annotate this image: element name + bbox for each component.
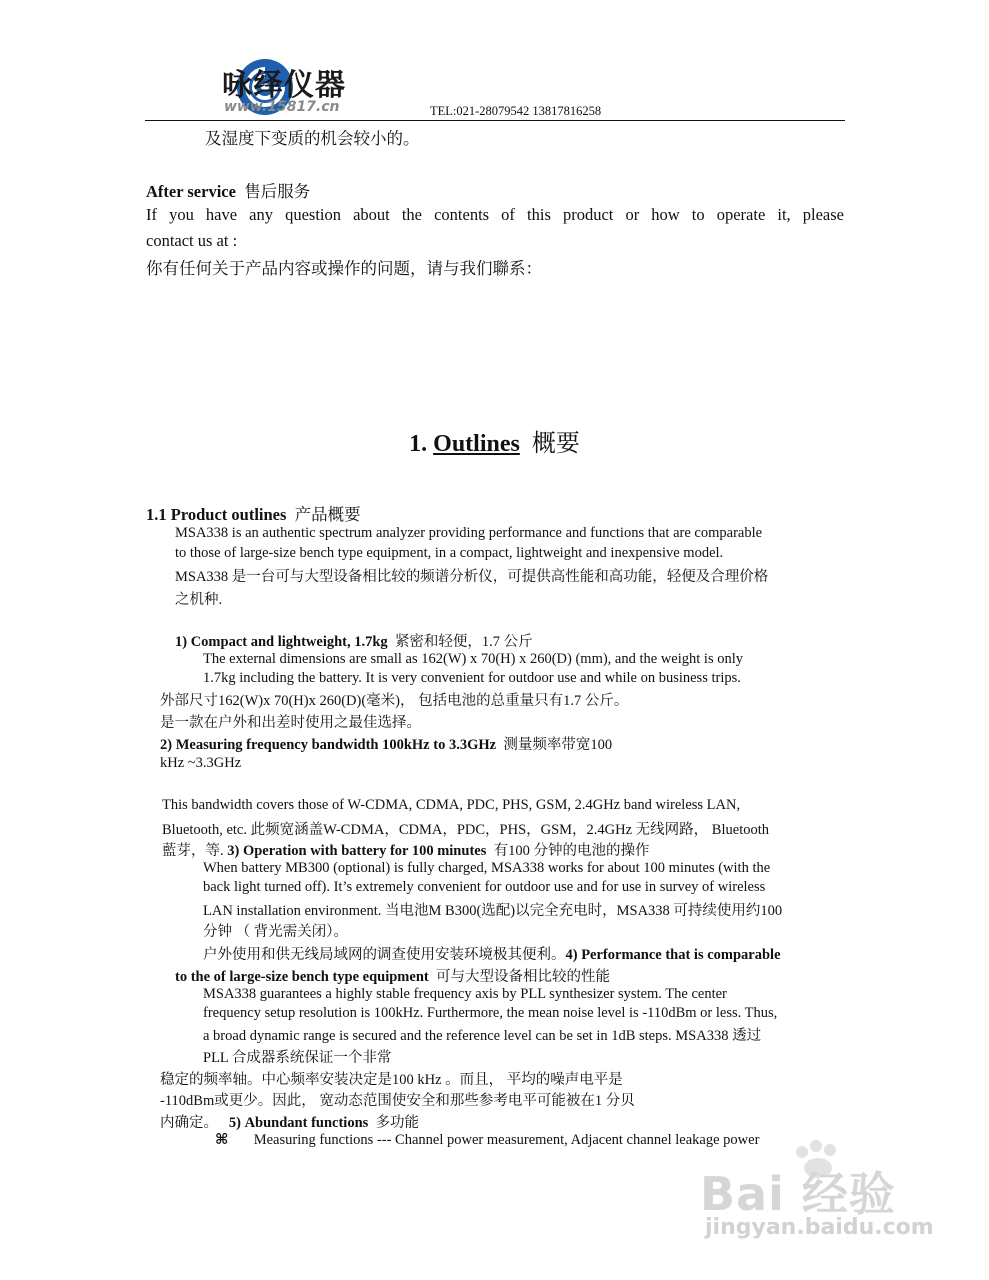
after-service-en: After service: [146, 182, 236, 201]
item-heading-en: 2) Measuring frequency bandwidth 100kHz to 3.3GHz: [160, 737, 497, 753]
text-line: 及湿度下变质的机会较小的。: [205, 129, 420, 148]
item-heading-cn: 可与大型设备相比较的性能: [435, 969, 610, 985]
text-fragment: 藍芽，等.: [162, 843, 224, 859]
text-line: When battery MB300 (optional) is fully charged, MSA338 works for about 100 minutes (with the: [203, 860, 771, 876]
text-line: LAN installation environment. 当电池M B300(选配)以完全充电时，MSA338 可持续使用约100: [203, 903, 783, 919]
bullet-text: Measuring functions --- Channel power measurement, Adjacent channel leakage power: [253, 1132, 760, 1148]
heading-number: 1.: [409, 431, 434, 457]
item-heading-en: 1) Compact and lightweight, 1.7kg: [175, 634, 388, 650]
logo-url: www.15817.cn: [224, 99, 340, 115]
section-heading: [146, 501, 361, 525]
text-line: If you have any question about the contents of this product or how to operate it, please: [146, 205, 844, 224]
item-heading-cn: 有100 分钟的电池的操作: [493, 843, 650, 859]
text-line: Bluetooth, etc. 此频宽涵盖W-CDMA，CDMA，PDC，PHS，GSM，2.4GHz 无线网路， Bluetooth: [162, 822, 770, 838]
text-line: a broad dynamic range is secured and the reference level can be set in 1dB steps. MSA338 透过: [203, 1028, 762, 1044]
after-service-heading: [146, 178, 310, 202]
heading-en: Outlines: [433, 431, 520, 457]
watermark-brand: Bai 经验: [700, 1167, 896, 1221]
text-line: The external dimensions are small as 162(W) x 70(H) x 260(D) (mm), and the weight is only: [203, 651, 743, 667]
item-heading-en: to the of large-size bench type equipment: [175, 969, 429, 985]
text-line: MSA338 guarantees a highly stable frequency axis by PLL synthesizer system. The center: [203, 986, 727, 1002]
bullet-item: [215, 1131, 759, 1149]
text-line: contact us at :: [146, 231, 238, 250]
item-heading-cn: 紧密和轻便，1.7 公斤: [394, 634, 533, 650]
item-heading-en: 4) Performance that is comparable: [565, 947, 781, 963]
text-line: 稳定的频率轴。中心频率安装决定是100 kHz 。而且， 平均的噪声电平是: [160, 1072, 623, 1088]
text-line: 分钟 （ 背光需关闭）。: [203, 924, 348, 940]
text-fragment: 内确定。: [160, 1115, 218, 1131]
text-line: PLL 合成器系统保证一个非常: [203, 1050, 392, 1066]
text-line: 之机种.: [175, 592, 223, 608]
text-line: kHz ~3.3GHz: [160, 755, 242, 771]
text-line: frequency setup resolution is 100kHz. Furthermore, the mean noise level is -110dBm or less. Thus,: [203, 1005, 778, 1021]
logo-name: 咏绎仪器: [222, 68, 346, 103]
text-line: This bandwidth covers those of W-CDMA, CDMA, PDC, PHS, GSM, 2.4GHz band wireless LAN,: [162, 797, 741, 813]
section-heading-en: 1.1 Product outlines: [146, 505, 287, 524]
header-rule: [145, 120, 845, 121]
text-line: to those of large-size bench type equipment, in a compact, lightweight and inexpensive model.: [175, 545, 724, 561]
section-heading-cn: 产品概要: [294, 505, 361, 524]
text-line: [175, 965, 610, 986]
after-service-cn: 售后服务: [244, 182, 311, 201]
watermark-url: jingyan.baidu.com: [705, 1215, 934, 1240]
text-line: back light turned off). It’s extremely convenient for outdoor use and for use in survey of wireless: [203, 879, 766, 895]
text-line: MSA338 is an authentic spectrum analyzer providing performance and functions that are comparable: [175, 525, 763, 541]
page-title: [0, 423, 989, 458]
item-heading: [175, 630, 533, 651]
bullet-icon: ⌘: [215, 1132, 229, 1148]
text-line: -110dBm或更少。因此， 宽动态范围使安全和那些参考电平可能被在1 分贝: [160, 1093, 635, 1109]
item-heading-en: 5) Abundant functions: [228, 1115, 369, 1131]
heading-cn: 概要: [531, 431, 580, 457]
text-line: 1.7kg including the battery. It is very convenient for outdoor use and while on business trips.: [203, 670, 741, 686]
text-line: MSA338 是一台可与大型设备相比较的频谱分析仪，可提供高性能和高功能，轻便及合理价格: [175, 569, 769, 585]
text-line: 外部尺寸162(W)x 70(H)x 260(D)(毫米)， 包括电池的总重量只有1.7 公斤。: [160, 693, 629, 709]
item-heading-cn: 多功能: [375, 1115, 420, 1131]
header-phone: TEL:021-28079542 13817816258: [430, 104, 602, 118]
text-line: 你有任何关于产品内容或操作的问题，请与我们聯系：: [146, 259, 542, 278]
text-line: [162, 839, 649, 860]
text-line: [160, 1111, 419, 1132]
item-heading: [160, 733, 612, 754]
text-fragment: 户外使用和供无线局域网的调查使用安装环境极其便利。: [203, 947, 566, 963]
text-line: [203, 943, 781, 964]
item-heading-en: 3) Operation with battery for 100 minutes: [227, 843, 487, 859]
item-heading-cn: 测量频率带宽100: [503, 737, 613, 753]
text-line: 是一款在户外和出差时使用之最佳选择。: [160, 715, 421, 731]
